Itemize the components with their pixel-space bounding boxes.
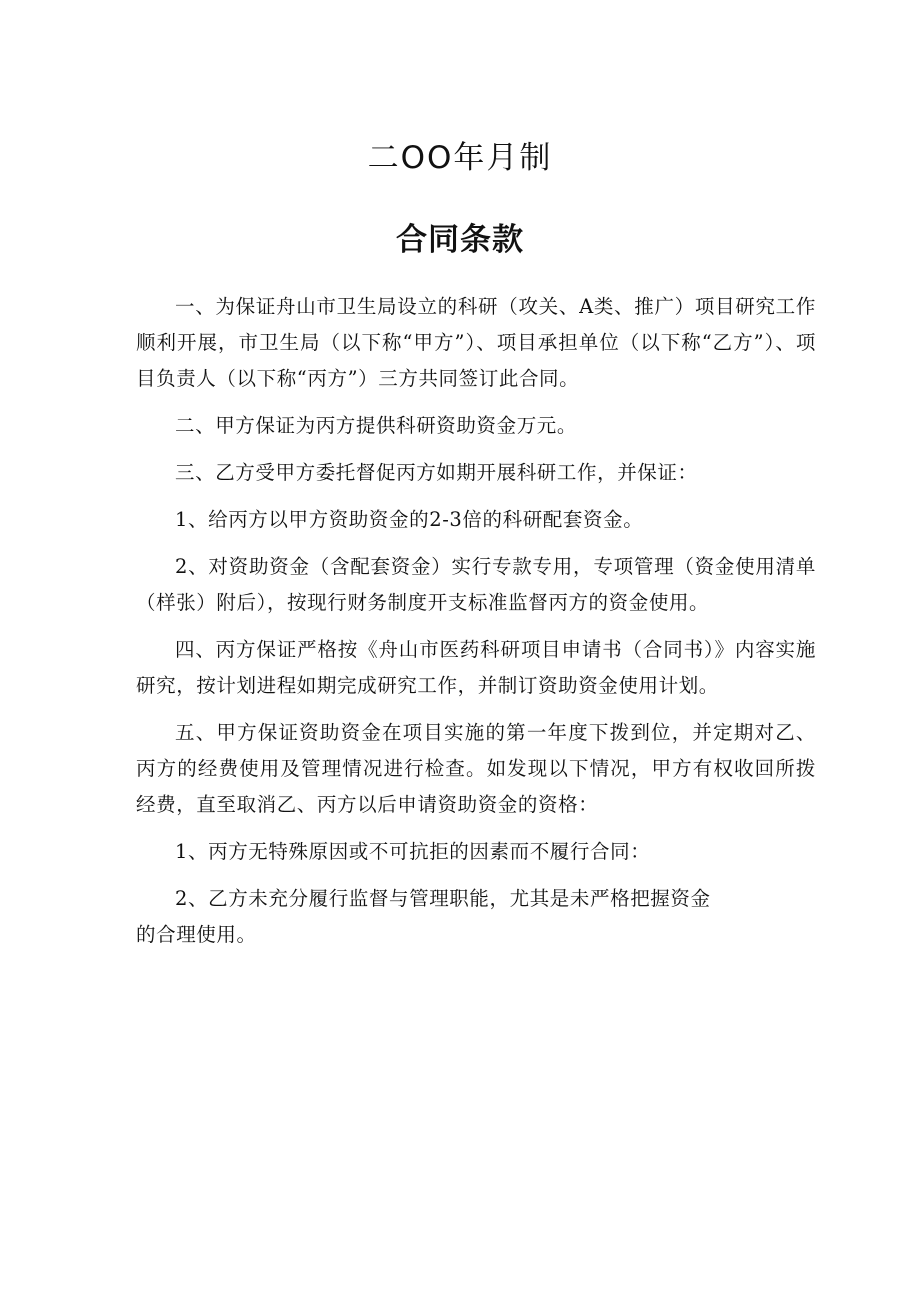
clause-3-item-1: 1、给丙方以甲方资助资金的2-3倍的科研配套资金。 [175,508,644,531]
date-line: 二OO年月制 [367,140,553,176]
clause-2: 二、甲方保证为丙方提供科研资助资金万元。 [175,414,578,437]
clause-3-item-2: 2、对资助资金（含配套资金）实行专款专用，专项管理（资金使用清单（样张）附后），按现行财务制度开支标准监督丙方的资金使用。 [136,555,816,614]
clause-3: 三、乙方受甲方委托督促丙方如期开展科研工作，并保证： [175,461,698,484]
clause-5-item-2-continued: 的合理使用。 [136,923,257,946]
clause-1: 一、为保证舟山市卫生局设立的科研（攻关、A类、推广）项目研究工作顺利开展，市卫生局（以下称“甲方”）、项目承担单位（以下称“乙方”）、项目负责人（以下称“丙方”）三方共同签订此合同。 [136,295,816,390]
document-title: 合同条款 [396,222,524,258]
contract-body [136,289,816,964]
clause-5-item-2: 2、乙方未充分履行监督与管理职能，尤其是未严格把握资金 [175,887,711,910]
clause-5-item-1: 1、丙方无特殊原因或不可抗拒的因素而不履行合同： [175,840,651,863]
clause-5: 五、甲方保证资助资金在项目实施的第一年度下拨到位，并定期对乙、丙方的经费使用及管理情况进行检查。如发现以下情况，甲方有权收回所拨经费，直至取消乙、丙方以后申请资助资金的资格： [136,721,816,816]
clause-4: 四、丙方保证严格按《舟山市医药科研项目申请书（合同书）》内容实施研究，按计划进程如期完成研究工作，并制订资助资金使用计划。 [136,638,816,697]
